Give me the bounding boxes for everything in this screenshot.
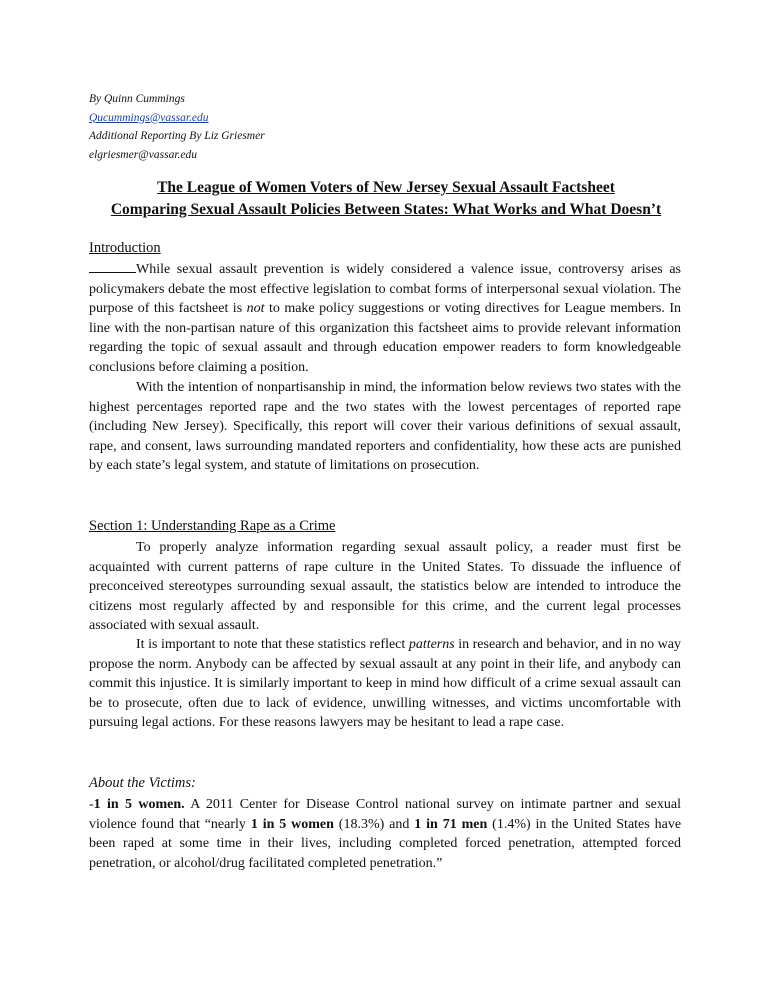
victims-text-b: (18.3%) and [333,816,415,832]
byline [89,90,265,164]
victims-bold-men: 1 in 71 men [414,816,488,832]
introduction-paragraph-2 [89,378,681,476]
victims-heading: About the Victims: [89,775,196,791]
victims-dash: - [89,797,94,812]
section1-p2-text-b: in research and behavior, and in no way propose the norm. Anybody can be affected by sexual assault at any point in their life, and anybody can commit this injustice. It is similarly important to keep in mind how difficult of a crime sexual assault can be to prosecute, often due to lack of evidence, unwilling witnesses, and victims uncomfortable with pursuing legal actions. For these reasons lawyers may be hesitant to lead a rape case. [89,637,682,731]
intro-p1-text-a: While sexual assault prevention is widely considered a valence issue, controversy arises as policymakers debate the most effective legislation to combat forms of interpersonal sexual violation. The purpose of this factsheet is [89,262,681,317]
victims-text-a: A 2011 Center for Disease Control national survey on intimate partner and sexual violence found that “nearly [89,797,681,832]
author-email-link[interactable]: Qucummings@vassar.edu [89,111,209,124]
additional-email: elgriesmer@vassar.edu [89,148,197,161]
title-line-2: Comparing Sexual Assault Policies Between States: What Works and What Doesn’t [110,201,662,218]
author-line: By Quinn Cummings [89,93,185,105]
victims-stat-bold: 1 in 5 women. [93,797,185,812]
section1-paragraph-2 [89,635,681,733]
victims-text-c: (1.4%) in the United States have been raped at some time in their lives, including completed forced penetration, attempted forced penetration, or alcohol/drug facilitated completed penetration.” [89,816,682,871]
introduction-paragraph-1 [89,260,681,378]
section1-paragraph-1 [89,538,681,636]
additional-reporting-line: Additional Reporting By Liz Griesmer [89,130,265,142]
victims-paragraph [89,795,681,873]
section1-heading: Section 1: Understanding Rape as a Crime [89,518,336,534]
victims-bold-women: 1 in 5 women [250,816,334,832]
intro-p1-emphasis: not [246,301,265,317]
introduction-heading: Introduction [89,240,161,256]
intro-p2-text: With the intention of nonpartisanship in mind, the information below reviews two states with the highest percentages reported rape and the two states with the lowest percentages of reported rape (including New Jersey). Specifically, this report will cover their various definitions of sexual assault, rape, and consent, laws surrounding mandated reporters and confidentiality, how these acts are punished by each state’s legal system, and statute of limitations on prosecution. [89,380,681,474]
indent-blank [89,260,136,273]
title-line-1: The League of Women Voters of New Jersey Sexual Assault Factsheet [157,179,615,196]
document-title [80,177,692,221]
section1-p2-text-a: It is important to note that these statistics reflect [136,637,409,652]
section1-p1-text: To properly analyze information regarding sexual assault policy, a reader must first be acquainted with current patterns of rape culture in the United States. To dissuade the influence of preconceived stereotypes surrounding sexual assault, the statistics below are intended to introduce the citizens most regularly affected by and responsible for this crime, and the current legal processes associated with sexual assault. [89,540,681,634]
intro-p1-text-b: to make policy suggestions or voting directives for League members. In line with the non-partisan nature of this organization this factsheet aims to provide relevant information regarding the topic of sexual assault and through education empower readers to form knowledgeable conclusions before claiming a position. [89,301,682,375]
section1-p2-emphasis: patterns [408,637,455,652]
